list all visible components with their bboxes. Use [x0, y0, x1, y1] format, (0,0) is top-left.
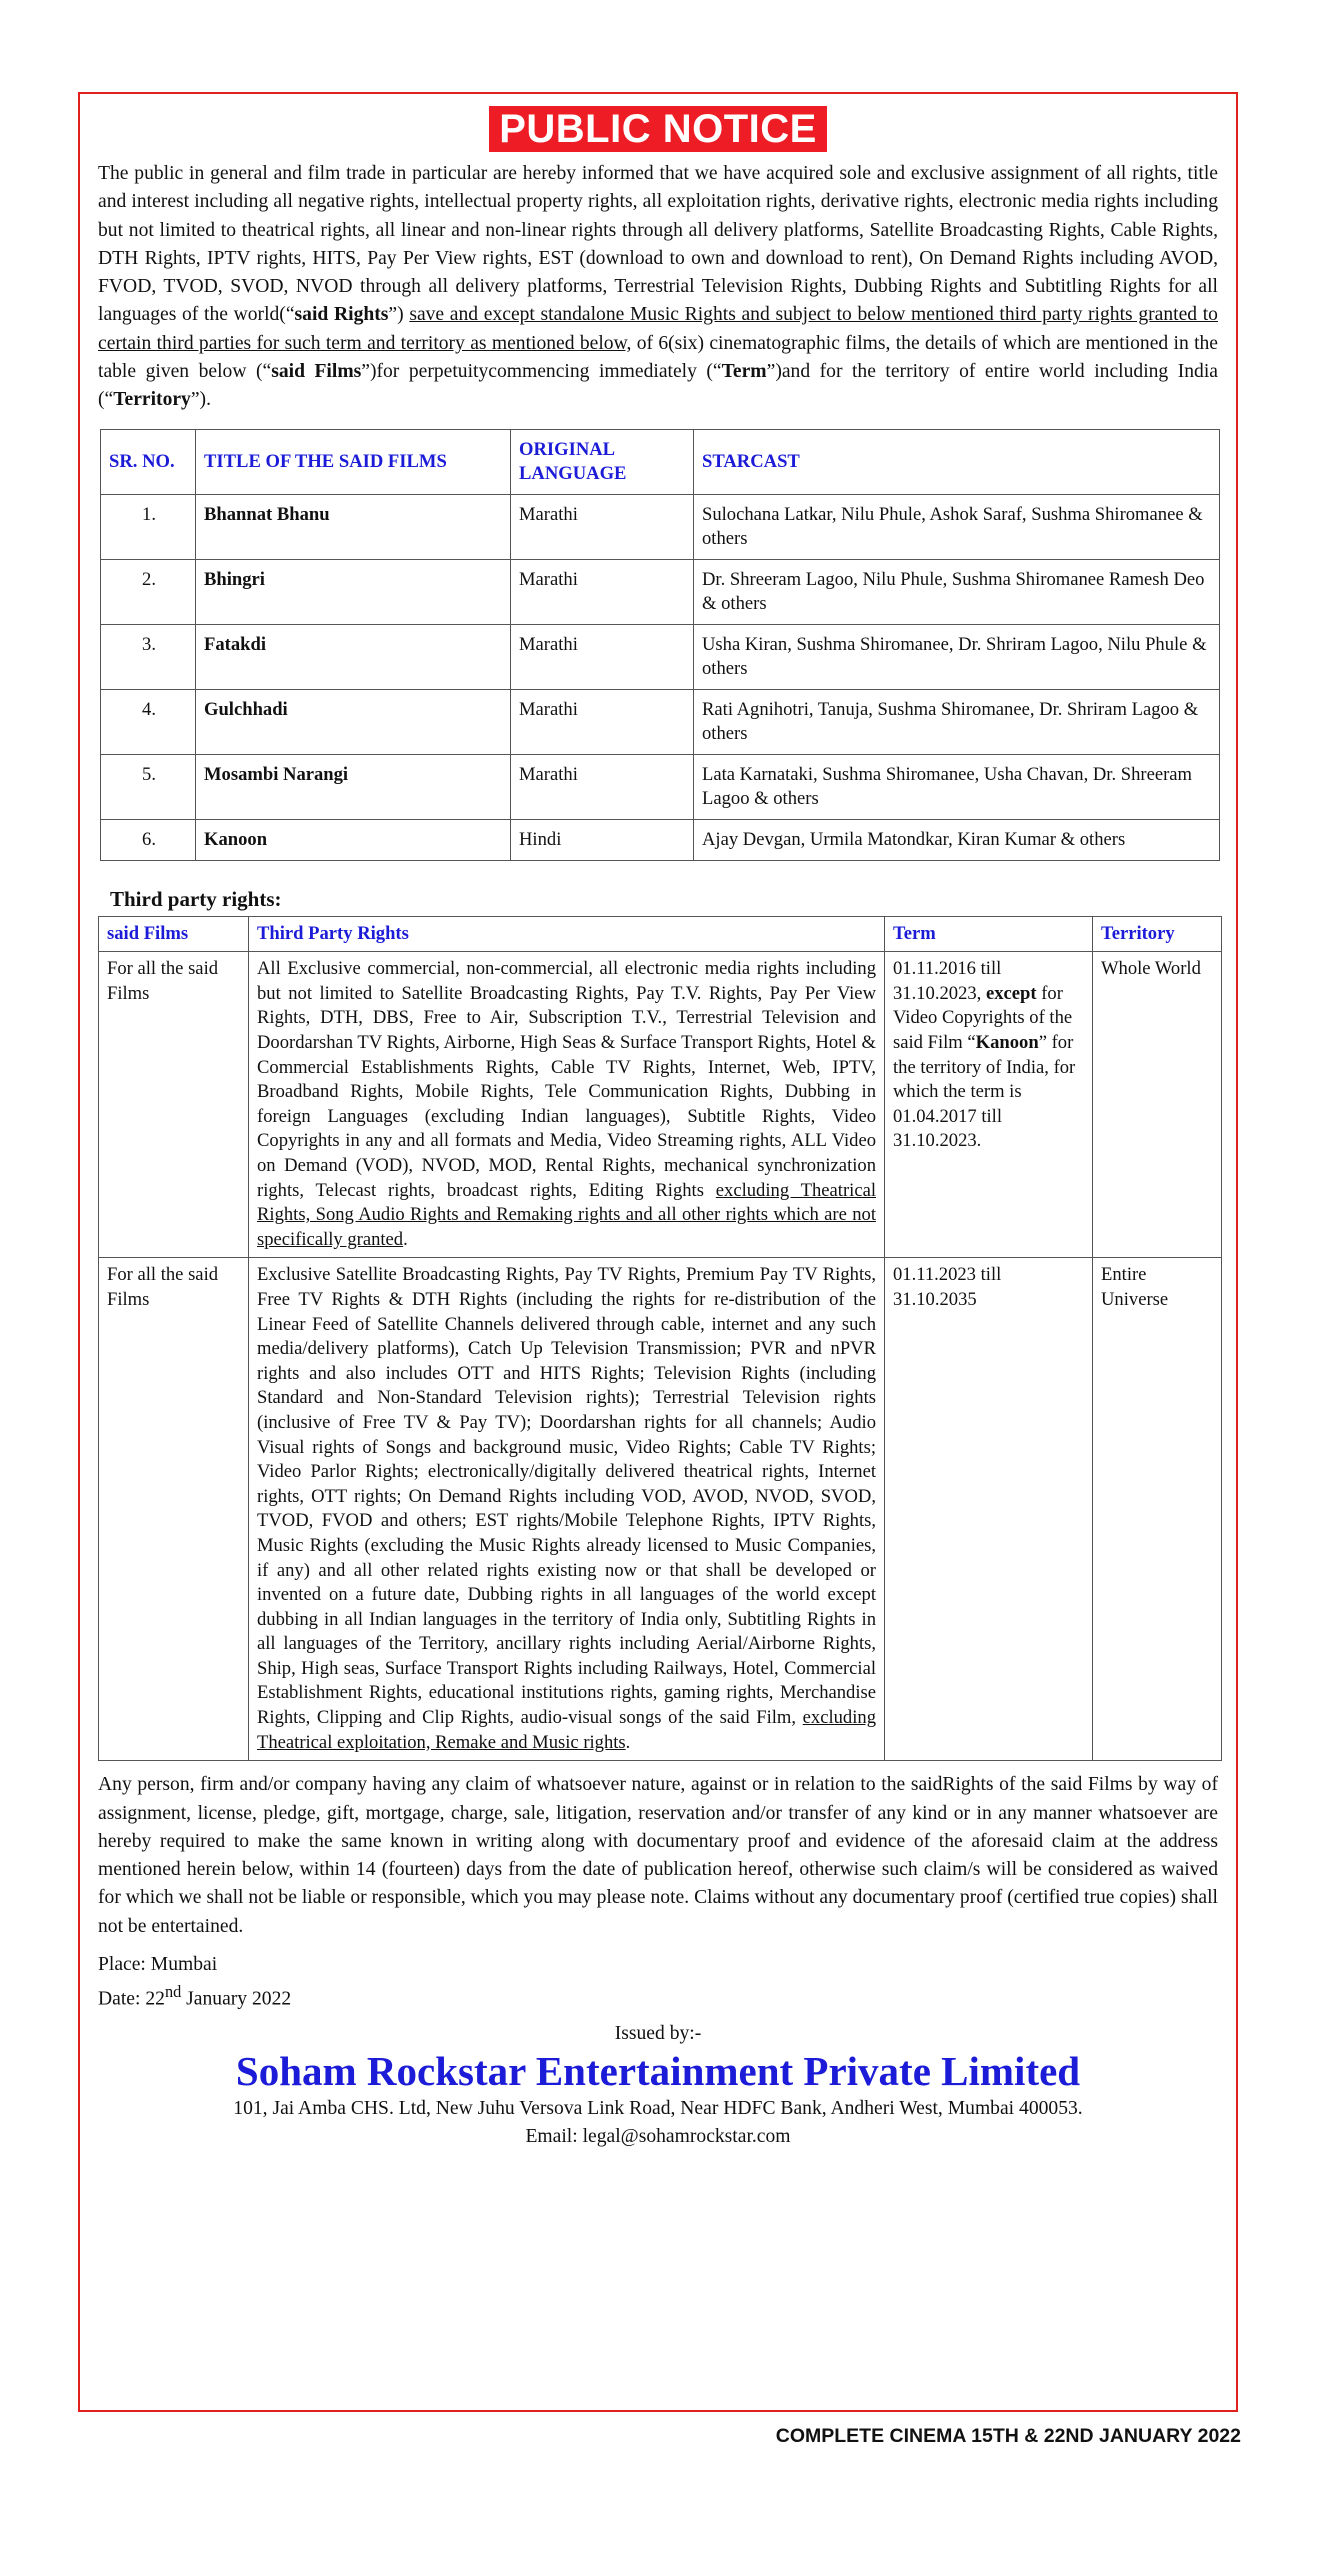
- tp-rights: All Exclusive commercial, non-commercial, all electronic media rights including but not limited to Satellite Broadcasting Rights, Pay T.V. Rights, Pay Per View Rights, DTH, DBS, Free to Air, Subscription T.V., Terrestrial Television and Doordarshan TV Rights, Airborne, High Seas & Surface Transport Rights, Hotel & Commercial Establishments Rights, Cable TV Rights, Internet, Web, IPTV, Broadband Rights, Mobile Rights, Tele Communication Rights, Dubbing in foreign Languages (excluding Indian languages), Subtitle Rights, Video Copyrights in any and all formats and Media, Video Streaming rights, ALL Video on Demand (VOD), NVOD, MOD, Rental Rights, mechanical synchronization rights, Telecast rights, broadcast rights, Editing Rights excluding Theatrical Rights, Song Audio Rights and Remaking rights and all other rights which are not specifically granted.: [249, 952, 885, 1258]
- film-language: Marathi: [511, 624, 694, 689]
- film-sr-no: 1.: [101, 494, 196, 559]
- header-sr-no: SR. NO.: [101, 429, 196, 494]
- third-party-header: [99, 916, 1222, 952]
- third-party-table: [98, 916, 1222, 1762]
- notice-title: PUBLIC NOTICE: [489, 106, 827, 152]
- notice-frame: [78, 92, 1238, 2412]
- third-party-row: [99, 1258, 1222, 1761]
- film-starcast: Dr. Shreeram Lagoo, Nilu Phule, Sushma Shiromanee Ramesh Deo & others: [694, 559, 1220, 624]
- film-starcast: Sulochana Latkar, Nilu Phule, Ashok Saraf, Sushma Shiromanee & others: [694, 494, 1220, 559]
- film-language: Hindi: [511, 819, 694, 860]
- place-line: Place: Mumbai: [98, 1954, 218, 1976]
- tp-films: For all the said Films: [99, 1258, 249, 1761]
- company-email: Email: legal@sohamrockstar.com: [525, 2125, 791, 2147]
- film-sr-no: 5.: [101, 754, 196, 819]
- film-title: Bhingri: [196, 559, 511, 624]
- header-said-films: said Films: [99, 916, 249, 952]
- film-sr-no: 2.: [101, 559, 196, 624]
- film-row: [101, 624, 1220, 689]
- film-sr-no: 3.: [101, 624, 196, 689]
- tp-term: 01.11.2016 till 31.10.2023, except for Video Copyrights of the said Film “Kanoon” for the territory of India, for which the term is 01.04.2017 till 31.10.2023.: [885, 952, 1093, 1258]
- film-row: [101, 494, 1220, 559]
- third-party-heading: Third party rights:: [110, 886, 282, 911]
- films-table: [100, 429, 1220, 861]
- tp-territory: Whole World: [1093, 952, 1222, 1258]
- film-title: Mosambi Narangi: [196, 754, 511, 819]
- intro-paragraph: The public in general and film trade in particular are hereby informed that we have acquired sole and exclusive assignment of all rights, title and interest including all negative rights, intellectual property rights, all exploitation rights, derivative rights, electronic media rights including but not limited to theatrical rights, all linear and non-linear rights through all delivery platforms, Satellite Broadcasting Rights, Cable Rights, DTH Rights, IPTV rights, HITS, Pay Per View rights, EST (download to own and download to rent), On Demand Rights including AVOD, FVOD, TVOD, SVOD, NVOD through all delivery platforms, Terrestrial Television Rights, Dubbing Rights and Subtitling Rights for all languages of the world(“said Rights”) save and except standalone Music Rights and subject to below mentioned third party rights granted to certain third parties for such term and territory as mentioned below, of 6(six) cinematographic films, the details of which are mentioned in the table given below (“said Films”)for perpetuitycommencing immediately (“Term”)and for the territory of entire world including India (“Territory”).: [98, 163, 1219, 411]
- third-party-row: [99, 952, 1222, 1258]
- header-term: Term: [885, 916, 1093, 952]
- film-title: Bhannat Bhanu: [196, 494, 511, 559]
- film-title: Gulchhadi: [196, 689, 511, 754]
- film-row: [101, 754, 1220, 819]
- header-territory: Territory: [1093, 916, 1222, 952]
- film-sr-no: 4.: [101, 689, 196, 754]
- film-language: Marathi: [511, 689, 694, 754]
- header-starcast: STARCAST: [694, 429, 1220, 494]
- tp-films: For all the said Films: [99, 952, 249, 1258]
- film-starcast: Lata Karnataki, Sushma Shiromanee, Usha Chavan, Dr. Shreeram Lagoo & others: [694, 754, 1220, 819]
- closing-paragraph: Any person, firm and/or company having any claim of whatsoever nature, against or in relation to the saidRights of the said Films by way of assignment, license, pledge, gift, mortgage, charge, sale, litigation, reservation and/or transfer of any kind or in any manner whatsoever are hereby required to make the same known in writing along with documentary proof and evidence of the aforesaid claim at the address mentioned herein below, within 14 (fourteen) days from the date of publication hereof, otherwise such claim/s will be considered as waived for which we shall not be liable or responsible, which you may please note. Claims without any documentary proof (certified true copies) shall not be entertained.: [98, 1774, 1218, 1937]
- header-title: TITLE OF THE SAID FILMS: [196, 429, 511, 494]
- film-title: Fatakdi: [196, 624, 511, 689]
- film-starcast: Usha Kiran, Sushma Shiromanee, Dr. Shriram Lagoo, Nilu Phule & others: [694, 624, 1220, 689]
- film-row: [101, 559, 1220, 624]
- company-name: Soham Rockstar Entertainment Private Limited: [235, 2047, 1081, 2094]
- film-row: [101, 689, 1220, 754]
- film-language: Marathi: [511, 754, 694, 819]
- film-starcast: Rati Agnihotri, Tanuja, Sushma Shiromanee, Dr. Shriram Lagoo & others: [694, 689, 1220, 754]
- publication-footer: COMPLETE CINEMA 15TH & 22ND JANUARY 2022: [775, 2425, 1241, 2447]
- film-language: Marathi: [511, 494, 694, 559]
- date-line: Date: 22nd January 2022: [98, 1982, 292, 2010]
- issued-by: Issued by:-: [614, 2022, 702, 2044]
- header-third-party-rights: Third Party Rights: [249, 916, 885, 952]
- film-row: [101, 819, 1220, 860]
- film-sr-no: 6.: [101, 819, 196, 860]
- films-table-header: [101, 429, 1220, 494]
- tp-rights: Exclusive Satellite Broadcasting Rights, Pay TV Rights, Premium Pay TV Rights, Free TV Rights & DTH Rights (including the rights for re-distribution of the Linear Feed of Satellite Channels delivered through cable, internet and any such media/delivery platforms), Catch Up Television Transmission; PVR and nPVR rights and also includes OTT and HITS Rights; Television Rights (including Standard and Non-Standard Television rights); Terrestrial Television rights (inclusive of Free TV & Pay TV); Doordarshan rights for all channels; Audio Visual rights of Songs and background music, Video Rights; Cable TV Rights; Video Parlor Rights; electronically/digitally delivered theatrical rights, Internet rights, OTT rights; On Demand Rights including VOD, AVOD, NVOD, SVOD, TVOD, FVOD and others; EST rights/Mobile Telephone Rights, IPTV Rights, Music Rights (excluding the Music Rights already licensed to Music Companies, if any) and all other related rights existing now or that shall be developed or invented on a future date, Dubbing rights in all languages of the world except dubbing in all Indian languages in the territory of India only, Subtitling Rights in all languages of the Territory, ancillary rights including Aerial/Airborne Rights, Ship, High seas, Surface Transport Rights including Railways, Hotel, Commercial Establishment Rights, educational institutions rights, gaming rights, Merchandise Rights, Clipping and Clip Rights, audio-visual songs of the said Film, excluding Theatrical exploitation, Remake and Music rights.: [249, 1258, 885, 1761]
- film-language: Marathi: [511, 559, 694, 624]
- film-starcast: Ajay Devgan, Urmila Matondkar, Kiran Kumar & others: [694, 819, 1220, 860]
- company-address: 101, Jai Amba CHS. Ltd, New Juhu Versova Link Road, Near HDFC Bank, Andheri West, Mumbai 400053.: [233, 2097, 1083, 2119]
- header-language: ORIGINAL LANGUAGE: [511, 429, 694, 494]
- tp-territory: Entire Universe: [1093, 1258, 1222, 1761]
- tp-term: 01.11.2023 till 31.10.2035: [885, 1258, 1093, 1761]
- film-title: Kanoon: [196, 819, 511, 860]
